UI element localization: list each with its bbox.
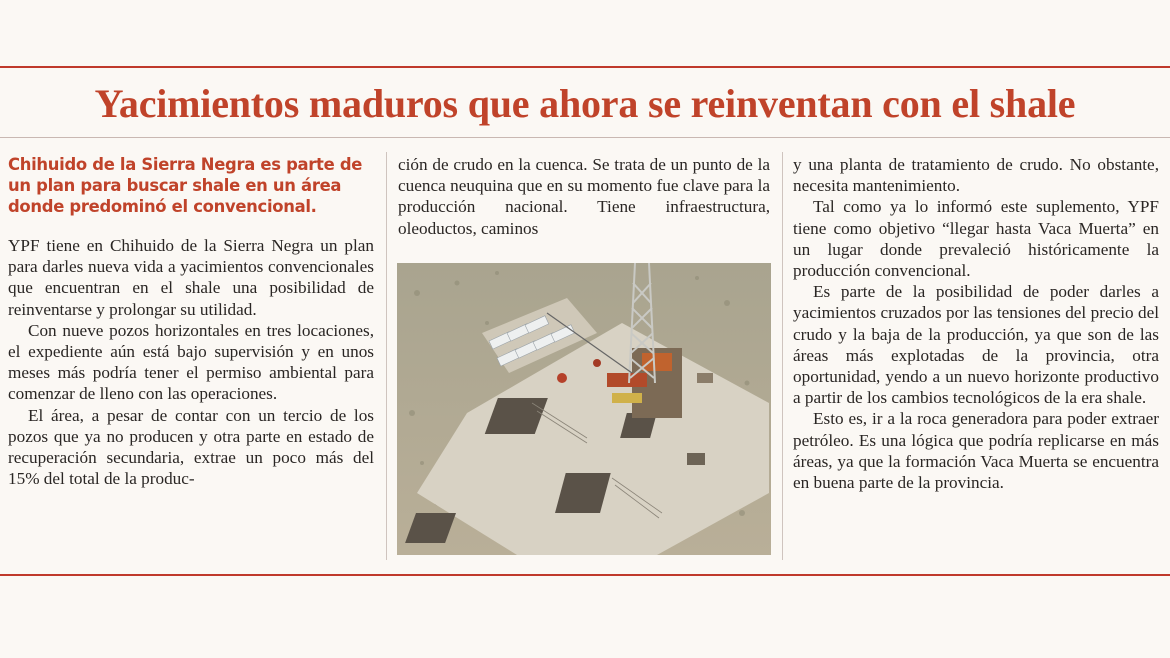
top-rule bbox=[0, 66, 1170, 68]
column-divider bbox=[386, 152, 387, 560]
column-3 bbox=[793, 154, 1159, 493]
body-paragraph: y una planta de tratamiento de crudo. No obstante, necesita mantenimiento. bbox=[793, 155, 1159, 196]
body-paragraph: Esto es, ir a la roca generadora para poder extraer petróleo. Es una lógica que podría replicarse en más áreas, ya que la formación Vaca Muerta se encuentra en buena parte de la provincia. bbox=[793, 409, 1159, 493]
body-paragraph: Es parte de la posibilidad de poder darles a yacimientos cruzados por las tensiones del precio del crudo y la baja de la producción, ya que son de las áreas más explotadas de la provincia, otra oportunidad, yendo a un nuevo horizonte productivo a partir de los cambios tecnológicos de la era shale. bbox=[793, 282, 1159, 408]
column-divider bbox=[782, 152, 783, 560]
rig-aerial-photo bbox=[397, 263, 771, 555]
column-2 bbox=[398, 154, 770, 239]
body-paragraph: El área, a pesar de contar con un tercio de los pozos que ya no producen y otra parte en estado de recuperación secundaria, extrae un poco más del 15% del total de la produc- bbox=[8, 405, 374, 489]
body-paragraph: ción de crudo en la cuenca. Se trata de un punto de la cuenca neuquina que en su momento fue clave para la producción nacional. Tiene infraestructura, oleoductos, caminos bbox=[398, 155, 770, 238]
body-paragraph: Con nueve pozos horizontales en tres locaciones, el expediente aún está bajo supervisión y en unos meses más podría tener el permiso ambiental para comenzar de lleno con las operaciones. bbox=[8, 320, 374, 404]
drilling-rig-illustration bbox=[397, 263, 771, 555]
headline: Yacimientos maduros que ahora se reinventan con el shale bbox=[94, 81, 1076, 126]
body-paragraph: Tal como ya lo informó este suplemento, YPF tiene como objetivo “llegar hasta Vaca Muerta” en un lugar donde prevaleció históricamente la producción convencional. bbox=[793, 197, 1159, 281]
headline-rule bbox=[0, 137, 1170, 138]
column-1 bbox=[8, 154, 374, 489]
body-paragraph: YPF tiene en Chihuido de la Sierra Negra un plan para darles nueva vida a yacimientos convencionales que encuentran en el shale una posibilidad de reinventarse y prolongar su utilidad. bbox=[8, 236, 374, 319]
bottom-rule bbox=[0, 574, 1170, 576]
lead-paragraph: Chihuido de la Sierra Negra es parte de un plan para buscar shale en un área donde predominó el convencional. bbox=[8, 155, 363, 216]
